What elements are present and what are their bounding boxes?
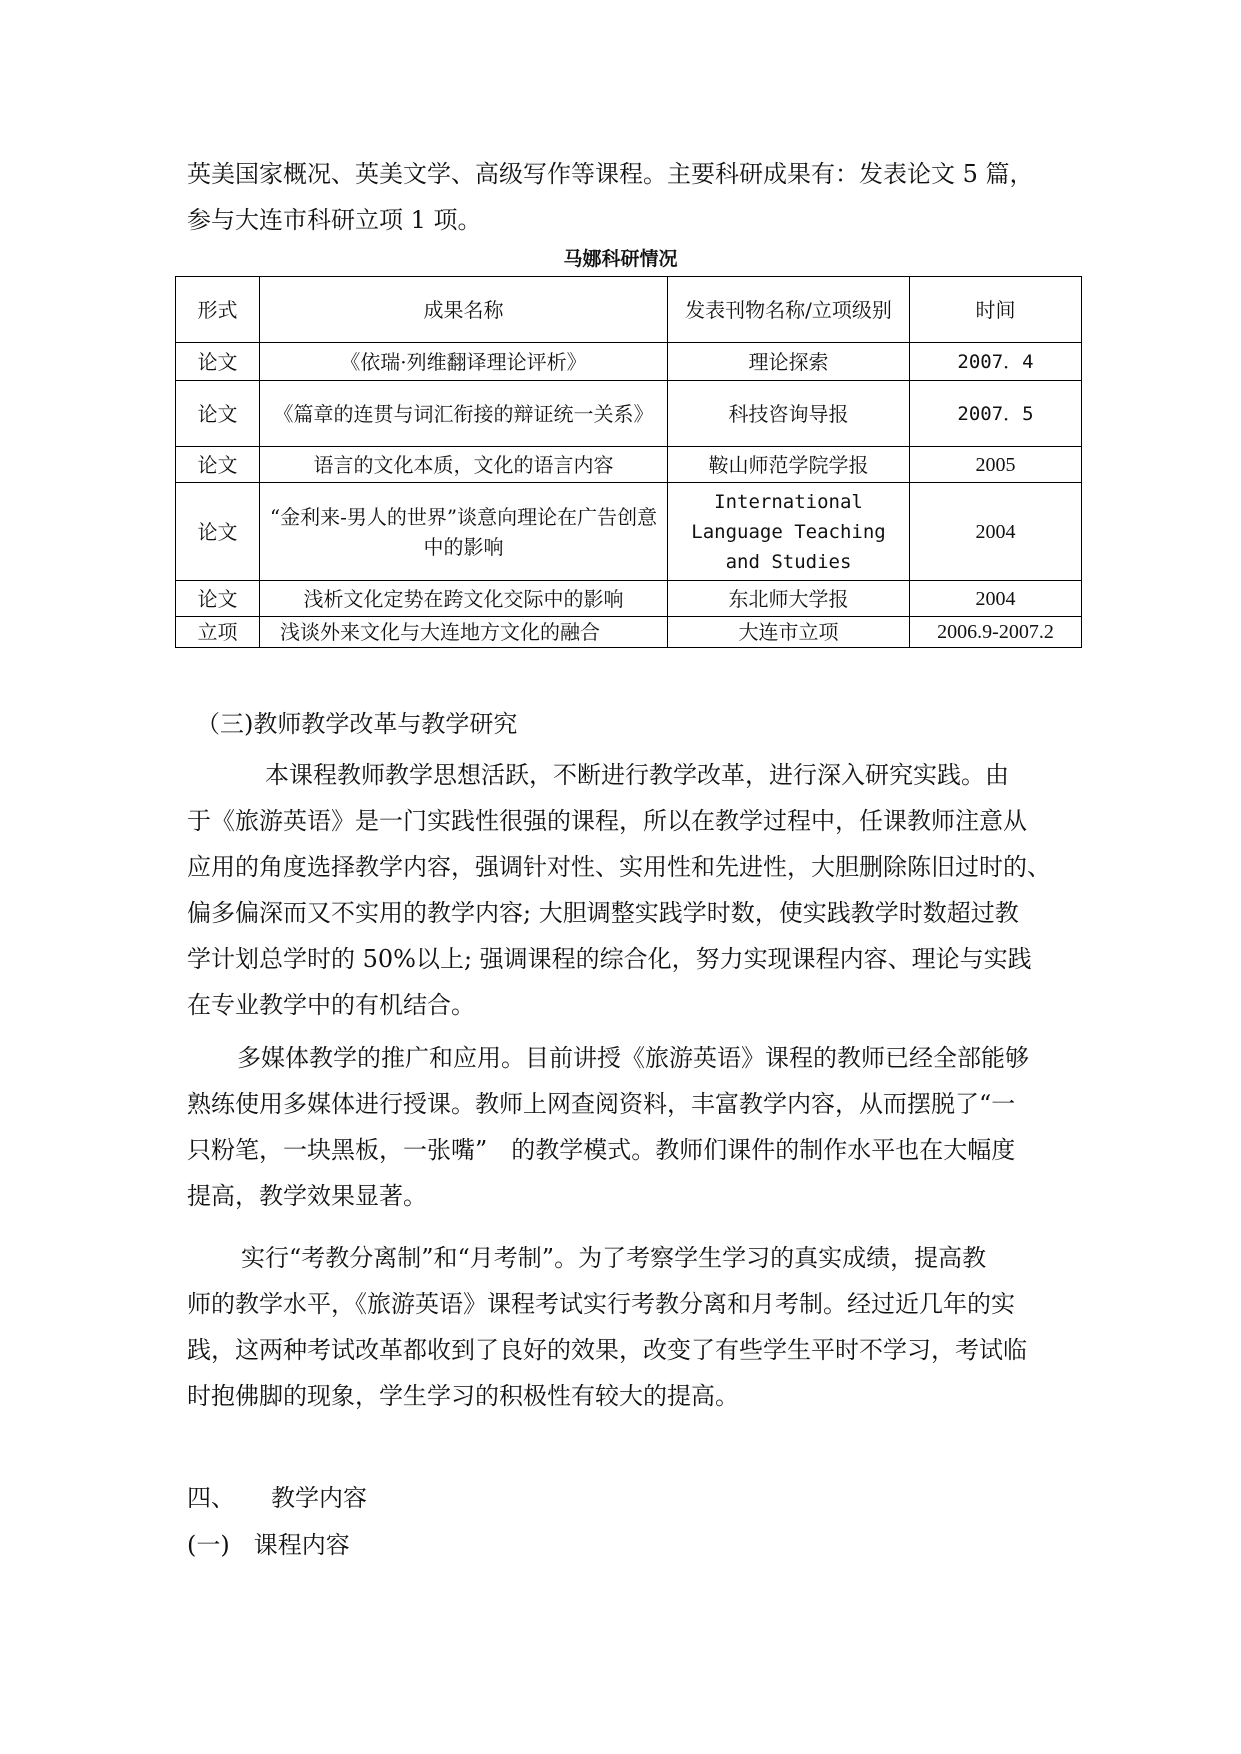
table-cell: 2007．5 bbox=[910, 381, 1082, 447]
table-cell: 鞍山师范学院学报 bbox=[668, 447, 910, 483]
header-cell: 形式 bbox=[176, 277, 260, 343]
table-cell: 《依瑞·列维翻译理论评析》 bbox=[260, 343, 668, 381]
table-cell: 《篇章的连贯与词汇衔接的辩证统一关系》 bbox=[260, 381, 668, 447]
table-cell: 语言的文化本质，文化的语言内容 bbox=[260, 447, 668, 483]
header-cell: 时间 bbox=[910, 277, 1082, 343]
header-cell: 发表刊物名称/立项级别 bbox=[668, 277, 910, 343]
paragraph-line: 应用的角度选择教学内容，强调针对性、实用性和先进性，大胆删除陈旧过时的、 bbox=[187, 853, 1051, 881]
section-4-heading: 四、 教学内容 bbox=[187, 1484, 367, 1512]
table-cell: 论文 bbox=[176, 447, 260, 483]
table-cell: 东北师大学报 bbox=[668, 581, 910, 617]
table-cell: 2007．4 bbox=[910, 343, 1082, 381]
paragraph-line: 只粉笔，一块黑板，一张嘴” 的教学模式。教师们课件的制作水平也在大幅度 bbox=[187, 1136, 1016, 1164]
paragraph-line: 本课程教师教学思想活跃，不断进行教学改革，进行深入研究实践。由 bbox=[265, 761, 1009, 789]
table-cell: “金利来-男人的世界”谈意向理论在广告创意中的影响 bbox=[260, 483, 668, 581]
paragraph-line: 熟练使用多媒体进行授课。教师上网查阅资料，丰富教学内容，从而摆脱了“一 bbox=[187, 1090, 1016, 1118]
table-row bbox=[176, 483, 1082, 581]
paragraph-line: 在专业教学中的有机结合。 bbox=[187, 991, 475, 1019]
paragraph-line: 提高，教学效果显著。 bbox=[187, 1182, 427, 1210]
section-4-subheading: (一) 课程内容 bbox=[187, 1531, 350, 1559]
table-cell: 论文 bbox=[176, 581, 260, 617]
table-row bbox=[176, 381, 1082, 447]
paragraph-line: 于《旅游英语》是一门实践性很强的课程，所以在教学过程中，任课教师注意从 bbox=[187, 807, 1027, 835]
table-cell: 2006.9-2007.2 bbox=[910, 617, 1082, 648]
header-cell: 成果名称 bbox=[260, 277, 668, 343]
table-cell: 科技咨询导报 bbox=[668, 381, 910, 447]
section-3-heading: （三)教师教学改革与教学研究 bbox=[196, 710, 518, 738]
table-cell: 立项 bbox=[176, 617, 260, 648]
paragraph-line: 践，这两种考试改革都收到了良好的效果，改变了有些学生平时不学习，考试临 bbox=[187, 1336, 1027, 1364]
table-cell: 浅析文化定势在跨文化交际中的影响 bbox=[260, 581, 668, 617]
paragraph-line: 学计划总学时的 50%以上; 强调课程的综合化，努力实现课程内容、理论与实践 bbox=[187, 945, 1032, 973]
table-cell: 论文 bbox=[176, 381, 260, 447]
paragraph-line: 师的教学水平，《旅游英语》课程考试实行考教分离和月考制。经过近几年的实 bbox=[187, 1290, 1015, 1318]
table-header-row bbox=[176, 277, 1082, 343]
table-cell: International Language Teaching and Studies bbox=[668, 483, 910, 581]
table-cell: 2004 bbox=[910, 483, 1082, 581]
table-cell: 2005 bbox=[910, 447, 1082, 483]
table-row bbox=[176, 617, 1082, 648]
research-table bbox=[175, 276, 1082, 648]
table-cell: 2004 bbox=[910, 581, 1082, 617]
table-cell: 浅谈外来文化与大连地方文化的融合 bbox=[260, 617, 668, 648]
table-row bbox=[176, 447, 1082, 483]
intro-line-2: 参与大连市科研立项 1 项。 bbox=[187, 206, 482, 234]
paragraph-line: 时抱佛脚的现象，学生学习的积极性有较大的提高。 bbox=[187, 1382, 739, 1410]
table-cell: 论文 bbox=[176, 483, 260, 581]
table-cell: 论文 bbox=[176, 343, 260, 381]
table-row bbox=[176, 581, 1082, 617]
intro-line-1: 英美国家概况、英美文学、高级写作等课程。主要科研成果有：发表论文 5 篇， bbox=[187, 160, 1034, 188]
table-cell: 大连市立项 bbox=[668, 617, 910, 648]
table-cell: 理论探索 bbox=[668, 343, 910, 381]
table-caption: 马娜科研情况 bbox=[563, 248, 678, 270]
paragraph-line: 偏多偏深而又不实用的教学内容; 大胆调整实践学时数，使实践教学时数超过教 bbox=[187, 899, 1019, 927]
paragraph-line: 实行“考教分离制”和“月考制”。为了考察学生学习的真实成绩，提高教 bbox=[241, 1244, 987, 1272]
paragraph-line: 多媒体教学的推广和应用。目前讲授《旅游英语》课程的教师已经全部能够 bbox=[237, 1044, 1029, 1072]
table-row bbox=[176, 343, 1082, 381]
